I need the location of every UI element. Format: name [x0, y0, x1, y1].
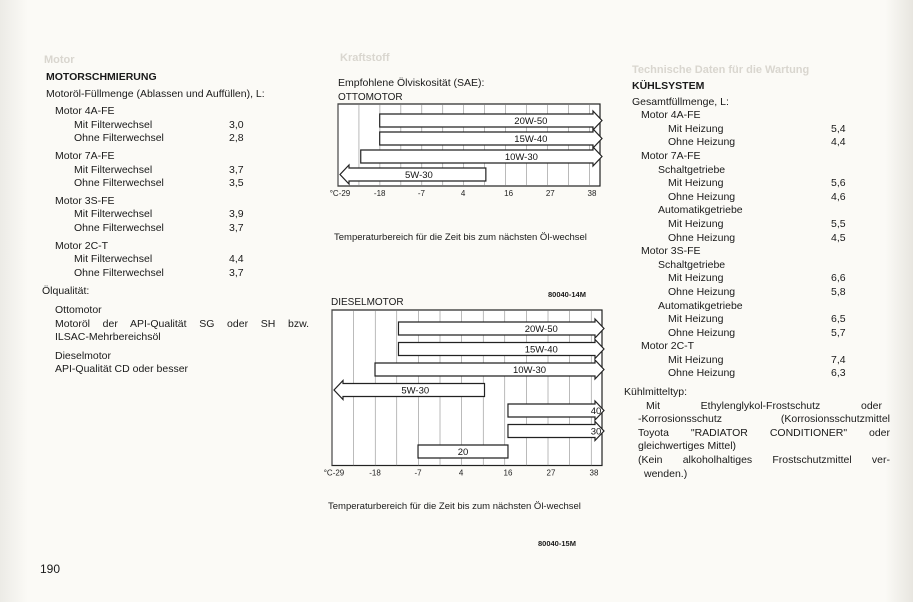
coolant-fill-row [632, 354, 894, 368]
viscosity-bar [380, 111, 602, 130]
fill-row [46, 222, 318, 236]
coolant-type-label: Kühlmitteltyp: [624, 386, 688, 399]
coolant-fill-row [632, 218, 894, 232]
otto-chart-title: OTTOMOTOR [338, 92, 403, 103]
engine-name: Motor 7A-FE [55, 149, 115, 162]
fill-row-label: Mit Filterwechsel [74, 208, 153, 221]
x-tick-label: 16 [504, 189, 514, 198]
fill-row-label: Ohne Filterwechsel [74, 221, 164, 234]
viscosity-bar [508, 401, 604, 420]
coolant-group-label [632, 164, 894, 178]
fill-row [46, 208, 318, 222]
right-column [624, 80, 894, 481]
coolant-row-value: 5,4 [831, 122, 846, 135]
fill-row-label: Ohne Filterwechsel [74, 177, 164, 190]
viscosity-bar-label: 20 [457, 447, 469, 458]
viscosity-bar-label: 5W-30 [405, 170, 433, 181]
oil-quality-label: Ölqualität: [42, 285, 90, 298]
fill-row-value: 3,7 [229, 221, 244, 234]
viscosity-bar [398, 340, 604, 359]
viscosity-bar-label: 10W-30 [504, 152, 538, 163]
coolant-group-label [632, 340, 894, 354]
viscosity-bar-label: 5W-30 [401, 385, 430, 397]
coolant-group-label [632, 150, 894, 164]
otto-chart-caption: Temperaturbereich für die Zeit bis zum nächsten Öl-wechsel [334, 232, 587, 243]
section-heading-kuehlsystem: KÜHLSYSTEM [632, 80, 705, 92]
coolant-row-value: 4,4 [831, 136, 846, 149]
viscosity-heading: Empfohlene Ölviskosität (SAE): [338, 77, 485, 89]
diesel-heading: Dieselmotor [55, 349, 112, 362]
fill-row [46, 164, 318, 178]
fill-row-label: Ohne Filterwechsel [74, 266, 164, 279]
engine-group [46, 105, 318, 146]
coolant-fill-row [632, 232, 894, 246]
bleed-through-text: Kraftstoff [340, 52, 390, 64]
engine-group [46, 150, 318, 191]
coolant-fill-row [632, 177, 894, 191]
coolant-row-value: 6,3 [831, 367, 846, 380]
fill-row-label: Ohne Filterwechsel [74, 132, 164, 145]
x-tick-label: 38 [589, 468, 599, 478]
fill-row-value: 3,0 [229, 118, 244, 131]
x-tick-label: 16 [503, 468, 513, 478]
diesel-text: API-Qualität CD oder besser [55, 363, 189, 376]
coolant-group-label [632, 204, 894, 218]
coolant-row-label: Mit Heizung [668, 177, 724, 190]
coolant-row-label: Automatikgetriebe [658, 299, 743, 312]
fill-row [46, 132, 318, 146]
x-tick-label: 27 [546, 468, 556, 478]
coolant-fill-row [632, 327, 894, 341]
bleed-through-text: Motor [44, 54, 75, 66]
coolant-fill-row [632, 123, 894, 137]
coolant-group-label [632, 109, 894, 123]
viscosity-bar-label: 20W-50 [524, 324, 558, 335]
otto-chart-code: 80040-14M [548, 290, 586, 299]
coolant-row-value: 6,6 [831, 272, 846, 285]
x-tick-label: 38 [587, 189, 597, 198]
engine-name: Motor 4A-FE [55, 105, 115, 118]
otto-text-2: ILSAC-Mehrbereichsöl [55, 331, 161, 344]
section-heading-motorschmierung: MOTORSCHMIERUNG [46, 71, 157, 83]
coolant-row-label: Motor 2C-T [641, 340, 695, 353]
coolant-text-1: Mit Ethylenglykol-Frostschutz oder [646, 399, 882, 412]
engine-name: Motor 3S-FE [55, 194, 115, 207]
coolant-row-value: 4,5 [831, 231, 846, 244]
fill-row-label: Mit Filterwechsel [74, 163, 153, 176]
coolant-row-label: Ohne Heizung [668, 231, 736, 244]
diesel-viscosity-chart [322, 308, 612, 493]
viscosity-bar [361, 147, 602, 166]
coolant-row-value: 7,4 [831, 353, 846, 366]
viscosity-bar [380, 129, 602, 148]
coolant-row-label: Ohne Heizung [668, 190, 736, 203]
total-fill-label: Gesamtfüllmenge, L: [632, 95, 729, 108]
diesel-chart-code: 80040-15M [538, 539, 576, 548]
coolant-fill-row [632, 191, 894, 205]
x-tick-label: 27 [545, 189, 555, 198]
coolant-row-value: 5,7 [831, 326, 846, 339]
fill-row-value: 2,8 [229, 132, 244, 145]
coolant-text-3: Toyota "RADIATOR CONDITIONER" oder [638, 426, 890, 439]
x-tick-label: -7 [417, 189, 425, 198]
fill-row-label: Mit Filterwechsel [74, 118, 153, 131]
fill-row [46, 177, 318, 191]
coolant-row-value: 5,6 [831, 177, 846, 190]
fill-row-value: 4,4 [229, 253, 244, 266]
fill-amount-label: Motoröl-Füllmenge (Ablassen und Auffüllen), L: [46, 87, 265, 100]
otto-viscosity-chart [328, 102, 610, 230]
x-tick-label: -7 [414, 468, 422, 478]
coolant-row-label: Schaltgetriebe [658, 258, 726, 271]
viscosity-bar-label: 30 [590, 426, 602, 438]
x-tick-label: °C-29 [329, 189, 351, 198]
coolant-fill-row [632, 286, 894, 300]
viscosity-bar-label: 15W-40 [524, 344, 558, 356]
coolant-text-2: -Korrosionsschutz (Korrosionsschutzmittel [638, 413, 890, 426]
coolant-row-label: Ohne Heizung [668, 367, 736, 380]
otto-heading: Ottomotor [55, 303, 102, 316]
fill-row-label: Mit Filterwechsel [74, 253, 153, 266]
engine-group [46, 195, 318, 236]
engine-group [46, 240, 318, 281]
coolant-row-value: 4,6 [831, 190, 846, 203]
engine-name: Motor 2C-T [55, 239, 109, 252]
fill-row-value: 3,7 [229, 266, 244, 279]
coolant-row-label: Ohne Heizung [668, 136, 736, 149]
coolant-row-label: Motor 3S-FE [641, 245, 701, 258]
coolant-row-label: Mit Heizung [668, 313, 724, 326]
otto-text-1: Motoröl der API-Qualität SG oder SH bzw. [55, 317, 309, 330]
bleed-through-text: Technische Daten für die Wartung [632, 64, 810, 76]
fill-row [46, 267, 318, 281]
coolant-group-label [632, 300, 894, 314]
coolant-row-label: Motor 4A-FE [641, 109, 701, 122]
coolant-row-value: 5,8 [831, 285, 846, 298]
x-tick-label: 4 [460, 189, 466, 198]
coolant-group-label [632, 245, 894, 259]
x-tick-label: °C-29 [323, 468, 345, 478]
coolant-text-4: gleichwertiges Mittel) [638, 440, 737, 453]
coolant-row-label: Ohne Heizung [668, 326, 736, 339]
coolant-row-value: 6,5 [831, 313, 846, 326]
coolant-row-label: Automatikgetriebe [658, 204, 743, 217]
fill-row-value: 3,5 [229, 177, 244, 190]
diesel-chart-caption: Temperaturbereich für die Zeit bis zum nächsten Öl-wechsel [328, 501, 581, 512]
viscosity-bar [508, 422, 604, 441]
coolant-fill-row [632, 272, 894, 286]
coolant-row-label: Mit Heizung [668, 272, 724, 285]
x-tick-label: -18 [373, 189, 386, 198]
coolant-row-label: Mit Heizung [668, 122, 724, 135]
coolant-text-6: wenden.) [644, 467, 688, 480]
viscosity-bar-label: 20W-50 [514, 116, 548, 127]
coolant-row-value: 5,5 [831, 217, 846, 230]
viscosity-bar [398, 319, 604, 338]
x-tick-label: -18 [369, 468, 381, 478]
diesel-chart-title: DIESELMOTOR [331, 297, 404, 308]
coolant-fill-row [632, 313, 894, 327]
fill-row [46, 253, 318, 267]
viscosity-bar-label: 40 [590, 406, 602, 417]
coolant-row-label: Mit Heizung [668, 217, 724, 230]
coolant-row-label: Schaltgetriebe [658, 163, 726, 176]
coolant-fill-row [632, 367, 894, 381]
coolant-fill-row [632, 136, 894, 150]
fill-row-value: 3,7 [229, 163, 244, 176]
coolant-group-label [632, 259, 894, 273]
coolant-row-label: Motor 7A-FE [641, 149, 701, 162]
coolant-text-5: (Kein alkoholhaltiges Frostschutzmittel ver- [638, 454, 890, 467]
fill-row [46, 119, 318, 133]
x-tick-label: 4 [458, 468, 464, 478]
page-number: 190 [40, 562, 61, 576]
coolant-row-label: Mit Heizung [668, 353, 724, 366]
fill-row-value: 3,9 [229, 208, 244, 221]
left-column [42, 71, 318, 377]
viscosity-bar [375, 360, 604, 379]
viscosity-bar-label: 10W-30 [512, 365, 547, 376]
coolant-row-label: Ohne Heizung [668, 285, 736, 298]
viscosity-bar-label: 15W-40 [514, 134, 548, 145]
